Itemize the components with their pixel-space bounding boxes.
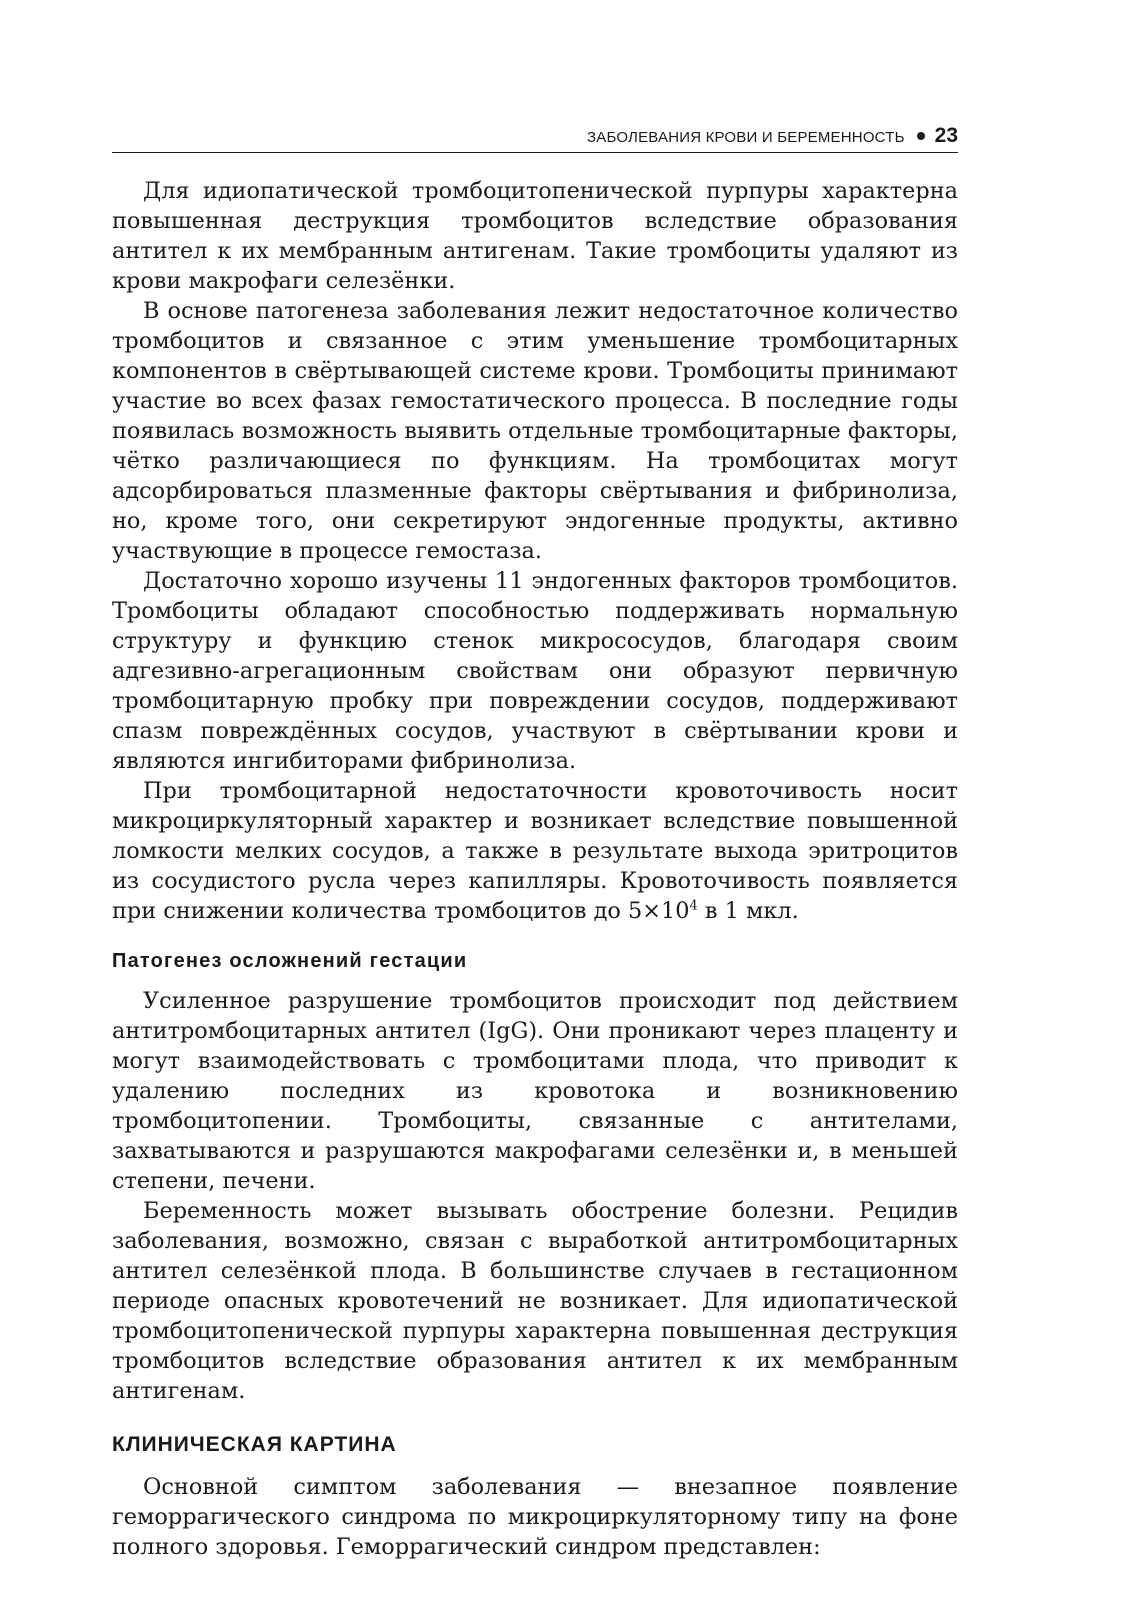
page-number: 23 — [934, 124, 958, 147]
paragraph: Для идиопатической тромбоцитопенической пурпуры характерна повышенная деструкция тромбоцитов вследствие образования антител к их мембранным антигенам. Такие тромбоциты удаляют из крови макрофаги селезёнки. — [112, 178, 958, 294]
paragraph: В основе патогенеза заболевания лежит недостаточное количество тромбоцитов и связанное с этим уменьшение тромбоцитарных компонентов в свёртывающей системе крови. Тромбоциты принимают участие во всех фазах гемостатического процесса. В последние годы появилась возможность выявить отдельные тромбоцитарные факторы, чётко различающиеся по функциям. На тромбоцитах могут адсорбироваться плазменные факторы свёртывания и фибринолиза, но, кроме того, они секретируют эндогенные продукты, активно участвующие в процессе гемостаза. — [112, 298, 958, 564]
body-text — [112, 176, 958, 1562]
paragraph: Основной симптом заболевания — внезапное появление геморрагического синдрома по микроциркуляторному типу на фоне полного здоровья. Геморрагический синдром представлен: — [112, 1474, 958, 1560]
book-page — [112, 124, 958, 1562]
exponent: 4 — [689, 898, 698, 914]
running-title: ЗАБОЛЕВАНИЯ КРОВИ И БЕРЕМЕННОСТЬ — [587, 129, 905, 146]
paragraph — [112, 776, 958, 926]
paragraph-text: При тромбоцитарной недостаточности кровоточивость носит микроциркуляторный характер и возникает вследствие повышенной ломкости мелких сосудов, а также в результате выхода эритроцитов из сосудистого русла через капилляры. Кровоточивость появляется при снижении количества тромбоцитов до 5×10 — [112, 778, 958, 924]
paragraph: Усиленное разрушение тромбоцитов происходит под действием антитромбоцитарных антител (IgG). Они проникают через плаценту и могут взаимодействовать с тромбоцитами плода, что приводит к удалению последних из кровотока и возникновению тромбоцитопении. Тромбоциты, связанные с антителами, захватываются и разрушаются макрофагами селезёнки и, в меньшей степени, печени. — [112, 988, 958, 1194]
paragraph: Достаточно хорошо изучены 11 эндогенных факторов тромбоцитов. Тромбоциты обладают способностью поддерживать нормальную структуру и функцию стенок микрососудов, благодаря своим адгезивно-агрегационным свойствам они образуют первичную тромбоцитарную пробку при повреждении сосудов, поддерживают спазм повреждённых сосудов, участвуют в свёртывании крови и являются ингибиторами фибринолиза. — [112, 568, 958, 774]
subsection-heading: Патогенез осложнений гестации — [112, 950, 468, 972]
section-heading: КЛИНИЧЕСКАЯ КАРТИНА — [112, 1433, 397, 1456]
running-header — [112, 124, 958, 153]
bullet-icon — [917, 132, 925, 140]
paragraph: Беременность может вызывать обострение болезни. Рецидив заболевания, возможно, связан с выработкой антитромбоцитарных антител селезёнкой плода. В большинстве случаев в гестационном периоде опасных кровотечений не возникает. Для идиопатической тромбоцитопенической пурпуры характерна повышенная деструкция тромбоцитов вследствие образования антител к их мембранным антигенам. — [112, 1198, 958, 1404]
paragraph-text-end: в 1 мкл. — [697, 898, 799, 924]
